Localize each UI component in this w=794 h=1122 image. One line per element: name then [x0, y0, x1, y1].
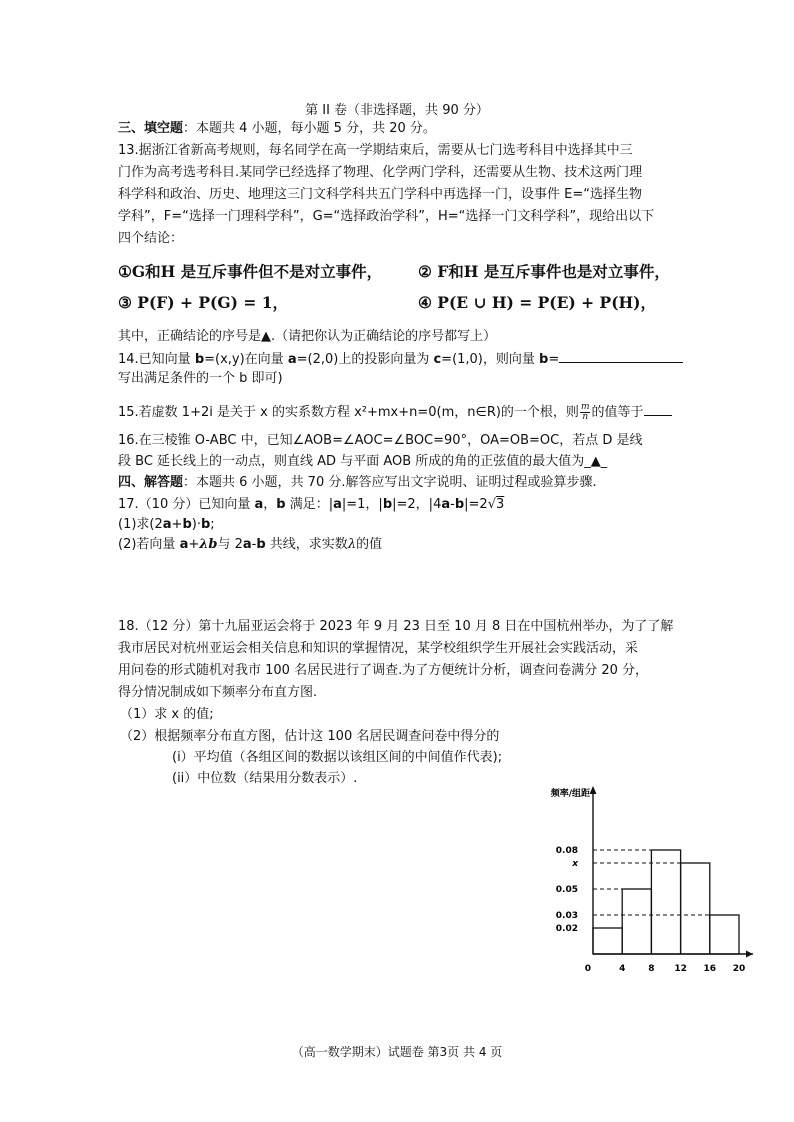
- y-tick-label-0: 0.08: [555, 846, 578, 856]
- bar-1: [622, 889, 651, 954]
- conclusion-2: ② F和H 是互斥事件也是对立事件，: [418, 262, 670, 281]
- page-footer: （高一数学期末）试题卷 第3页 共 4 页: [291, 1045, 503, 1059]
- q14-line-2: 写出满足条件的一个 b 即可): [118, 371, 283, 386]
- q13-line-2: 门作为高考选考科目.某同学已经选择了物理、化学两门学科，还需要从生物、技术这两门理: [118, 165, 643, 180]
- y-tick-label-2: 0.05: [555, 885, 578, 895]
- q13-line-1: 13.据浙江省新高考规则，每名同学在高一学期结束后，需要从七门选考科目中选择其中三: [118, 143, 633, 158]
- section-4-heading: 四、解答题：本题共 6 小题，共 70 分.解答应写出文字说明、证明过程或验算步骤.: [118, 475, 597, 490]
- q16-line-2: 段 BC 延长线上的一动点，则直线 AD 与平面 AOB 所成的角的正弦值的最大值为_▲_: [118, 454, 608, 469]
- q17-line-2: (1)求(2a+b)·b;: [118, 517, 215, 532]
- x-tick-label-2: 8: [648, 964, 655, 974]
- q14-line-1: 14.已知向量 b=(x,y)在向量 a=(2,0)上的投影向量为 c=(1,0)，则向量 b=: [118, 350, 683, 368]
- q17-line-3: (2)若向量 a+λb与 2a-b 共线，求实数λ的值: [118, 537, 383, 552]
- q13-line-3: 科学科和政治、历史、地理这三门文科学科共五门学科中再选择一门，设事件 E=“选择生物: [118, 187, 642, 202]
- q13-answer-line: 其中，正确结论的序号是▲.（请把你认为正确结论的序号都写上）: [118, 329, 497, 344]
- y-tick-label-3: 0.03: [555, 911, 578, 921]
- x-tick-label-5: 20: [732, 964, 746, 974]
- q13-line-5: 四个结论：: [118, 231, 184, 246]
- q18-line-2: 我市居民对杭州亚运会相关信息和知识的掌握情况，某学校组织学生开展社会实践活动，采: [118, 641, 639, 656]
- q18-sub-2: （2）根据频率分布直方图，估计这 100 名居民调查问卷中得分的: [120, 729, 500, 744]
- q18-line-1: 18.（12 分）第十九届亚运会将于 2023 年 9 月 23 日至 10 月 8 日在中国杭州举办，为了了解: [118, 619, 674, 634]
- section-3-heading: 三、填空题：本题共 4 小题，每小题 5 分，共 20 分。: [118, 121, 436, 136]
- q18-sub-2-i: (i）平均值（各组区间的数据以该组区间的中间值作代表);: [172, 750, 503, 765]
- y-tick-label-1: x: [572, 859, 578, 869]
- m-over-n-fraction: $\frac{m}{n}$: [580, 402, 590, 422]
- conclusion-3: ③ P(F) + P(G) = 1，: [118, 293, 289, 312]
- q17-line-1: 17.（10 分）已知向量 a，b 满足：|a|=1，|b|=2，|4a-b|=2√3: [118, 497, 505, 512]
- q18-line-4: 得分情况制成如下频率分布直方图.: [118, 685, 318, 700]
- y-tick-label-4: 0.02: [555, 924, 578, 934]
- x-tick-label-1: 4: [619, 964, 626, 974]
- bar-3: [681, 863, 710, 954]
- q18-sub-2-ii: (ii）中位数（结果用分数表示）.: [172, 771, 358, 786]
- q16-line-1: 16.在三棱锥 O-ABC 中，已知∠AOB=∠AOC=∠BOC=90°，OA=OB=OC，若点 D 是线: [118, 433, 643, 448]
- x-axis-arrow: [746, 951, 753, 958]
- q13-line-4: 学科”，F=“选择一门理科学科”，G=“选择政治学科”，H=“选择一门文科学科”，现给出以下: [118, 209, 655, 224]
- y-axis-arrow: [590, 786, 597, 794]
- x-tick-label-0: 0: [584, 964, 591, 974]
- x-tick-label-4: 16: [703, 964, 717, 974]
- q18-sub-1: （1）求 x 的值;: [120, 707, 214, 722]
- section-title: 第 II 卷（非选择题，共 90 分）: [305, 103, 489, 118]
- conclusion-4: ④ P(E ∪ H) = P(E) + P(H)，: [418, 293, 657, 312]
- x-tick-label-3: 12: [674, 964, 687, 974]
- q18-line-3: 用问卷的形式随机对我市 100 名居民进行了调查.为了方便统计分析，调查问卷满分 20 分，: [118, 663, 649, 678]
- conclusion-1: ①G和H 是互斥事件但不是对立事件，: [118, 262, 383, 281]
- frequency-histogram: [520, 782, 760, 987]
- bar-0: [593, 928, 622, 954]
- q15-answer-blank[interactable]: [644, 403, 672, 416]
- y-axis-label: 频率/组距: [550, 789, 590, 799]
- bar-4: [710, 915, 739, 954]
- bar-2: [651, 850, 680, 954]
- q14-answer-blank[interactable]: [559, 350, 683, 363]
- q15-line: 15.若虚数 1+2i 是关于 x 的实系数方程 x²+mx+n=0(m，n∈R)的一个根，则 $\frac{m}{n}$ 的值等于: [118, 403, 672, 422]
